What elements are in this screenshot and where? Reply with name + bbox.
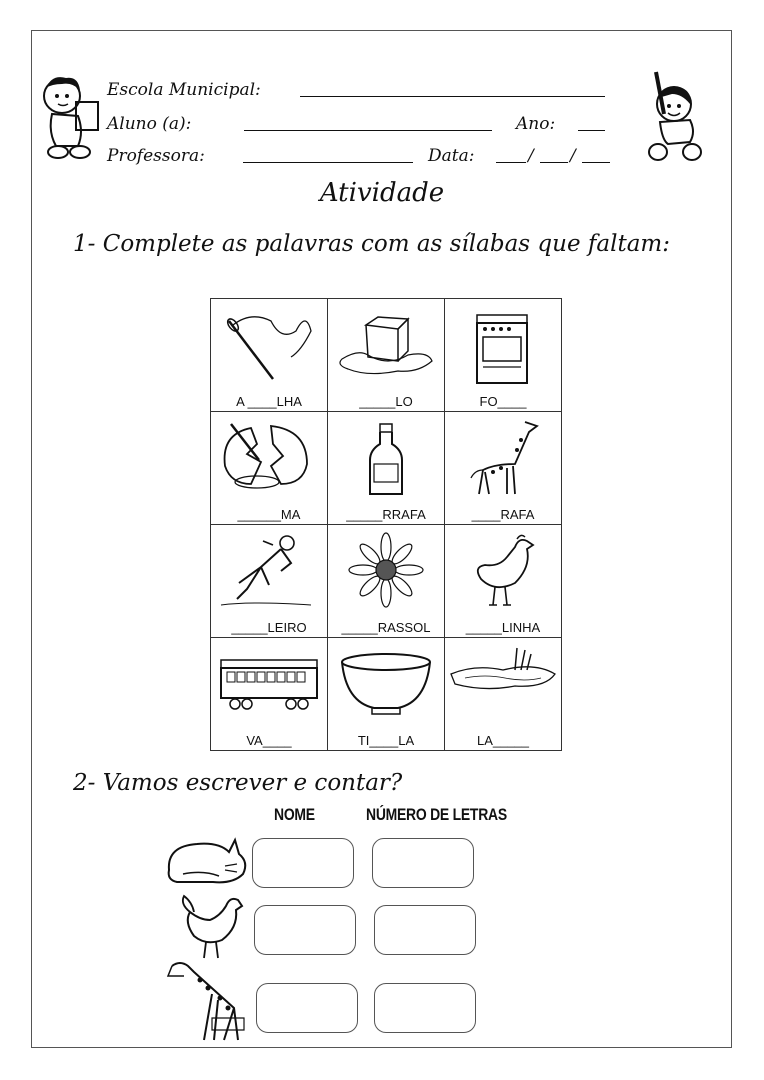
student-label: Aluno (a): [107, 114, 192, 134]
teacher-field[interactable] [243, 162, 413, 163]
letter-count-box[interactable] [374, 983, 476, 1033]
word-label: _____LEIRO [231, 620, 307, 635]
giraffe-icon [164, 958, 260, 1042]
boy-reading-icon [38, 72, 102, 162]
page-title: Atividade [319, 178, 445, 208]
column-header-letters: NÚMERO DE LETRAS [366, 805, 507, 824]
school-label: Escola Municipal: [107, 80, 261, 100]
grid-cell [211, 299, 328, 412]
grid-cell [328, 525, 445, 638]
cat-icon [163, 830, 249, 890]
train-wagon-icon [211, 640, 327, 726]
name-box[interactable] [256, 983, 358, 1033]
needle-icon [211, 301, 327, 387]
grid-cell [211, 638, 328, 751]
word-label: _____LINHA [465, 620, 541, 635]
date-label: Data: [428, 146, 475, 166]
letter-count-box[interactable] [372, 838, 474, 888]
giraffe-icon [445, 414, 561, 500]
school-field[interactable] [300, 96, 605, 97]
year-label: Ano: [516, 114, 556, 134]
word-label: _____RRAFA [346, 507, 426, 522]
grid-cell [211, 412, 328, 525]
year-field[interactable] [578, 130, 605, 131]
date-separator: / [570, 146, 576, 166]
word-label: VA____ [246, 733, 292, 748]
grid-cell [445, 299, 562, 412]
teacher-label: Professora: [107, 146, 205, 166]
word-label: _____RASSOL [341, 620, 431, 635]
name-box[interactable] [254, 905, 356, 955]
bottle-icon [328, 414, 444, 500]
word-label: ____RAFA [471, 507, 535, 522]
boy-with-pencil-icon [636, 70, 708, 165]
grid-cell [445, 525, 562, 638]
date-day-field[interactable] [496, 162, 526, 163]
egg-icon [211, 414, 327, 500]
sunflower-icon [328, 527, 444, 613]
word-label: FO____ [479, 394, 527, 409]
question-2: 2- Vamos escrever e contar? [73, 770, 403, 796]
name-box[interactable] [252, 838, 354, 888]
word-label: A ____LHA [236, 394, 302, 409]
rooster-icon [176, 892, 246, 962]
student-field[interactable] [244, 130, 492, 131]
pond-icon [445, 640, 561, 726]
word-label: TI____LA [357, 733, 415, 748]
ice-cube-icon [328, 301, 444, 387]
word-label: LA_____ [476, 733, 530, 748]
date-separator: / [528, 146, 534, 166]
date-month-field[interactable] [540, 162, 568, 163]
word-label: _____LO [359, 394, 413, 409]
grid-cell [445, 412, 562, 525]
stove-icon [445, 301, 561, 387]
syllable-grid [210, 298, 562, 751]
column-header-name: NOME [274, 805, 315, 824]
word-label: ______MA [237, 507, 301, 522]
grid-cell [328, 638, 445, 751]
grid-cell [445, 638, 562, 751]
goalkeeper-icon [211, 527, 327, 613]
letter-count-box[interactable] [374, 905, 476, 955]
grid-cell [328, 299, 445, 412]
question-1: 1- Complete as palavras com as sílabas que faltam: [73, 231, 670, 257]
date-year-field[interactable] [582, 162, 610, 163]
bowl-icon [328, 640, 444, 726]
grid-cell [328, 412, 445, 525]
hen-icon [445, 527, 561, 613]
grid-cell [211, 525, 328, 638]
